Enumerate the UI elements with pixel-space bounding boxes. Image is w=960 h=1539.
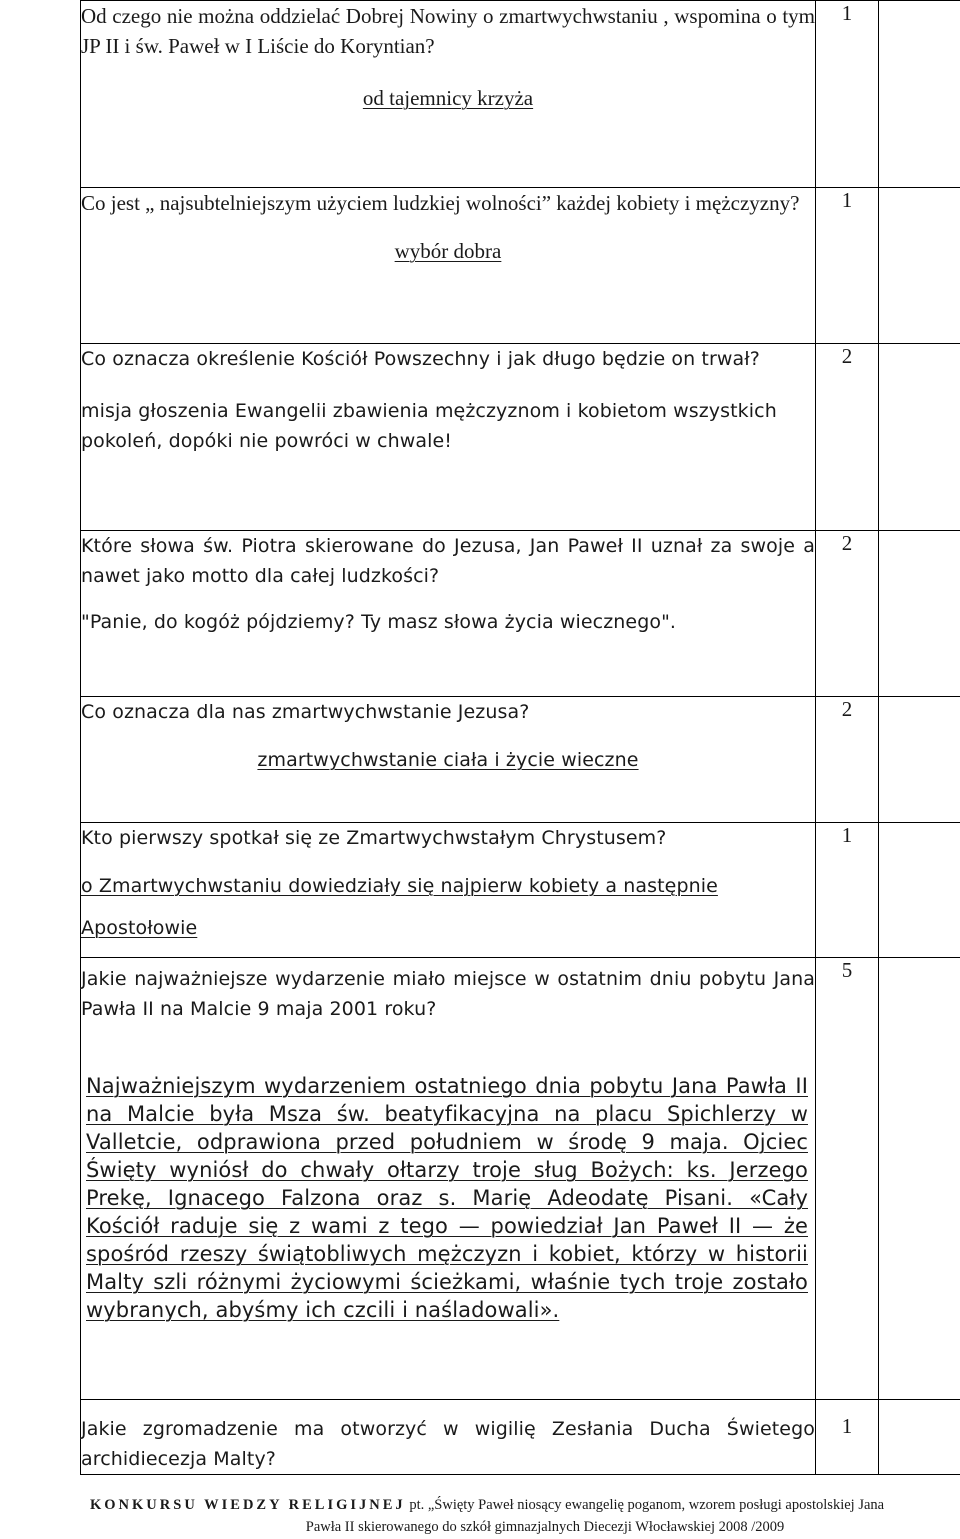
answer-text: Najważniejszym wydarzeniem ostatniego dnia pobytu Jana Pawła II na Malcie była Msza św. beatyfikacyjna na placu Spichlerzy w Valletcie, odprawiona przed południem w środę 9 maja. Ojciec Święty wyniósł do chwały ołtarzy troje sług Bożych: ks. Jerzego Prekę, Ignacego Falzona oraz s. Marię Adeodatę Pisani. «Cały Kościół raduje się z wami z tego — powiedział Jan Paweł II — że spośród rzeszy świątobliwych mężczyzn i kobiet, którzy w historii Malty szli różnymi życiowymi ścieżkami, właśnie tych troje zostało wybranych, abyśmy ich czcili i naśladowali». [86, 1074, 808, 1322]
contest-name: KONKURSU WIEDZY RELIGIJNEJ [90, 1497, 406, 1513]
question-text: Co oznacza określenie Kościół Powszechny i jak długo będzie on trwał? [81, 348, 760, 370]
question-cell [81, 1, 816, 188]
empty-cell [879, 697, 960, 823]
empty-cell [879, 188, 960, 344]
contest-subtitle: pt. „Święty Paweł niosący ewangelię poganom, wzorem posługi apostolskiej Jana [409, 1497, 885, 1513]
question-text: Jakie najważniejsze wydarzenie miało miejsce w ostatnim dniu pobytu Jana Pawła II na Malcie 9 maja 2001 roku? [81, 968, 815, 1020]
question-text: Kto pierwszy spotkał się ze Zmartwychwstałym Chrystusem? [81, 827, 667, 849]
empty-cell [879, 1, 960, 188]
question-cell [81, 958, 816, 1400]
footer-line-2: Pawła II skierowanego do szkół gimnazjalnych Diecezji Włocławskiej 2008 /2009 [305, 1519, 785, 1535]
empty-cell [879, 344, 960, 531]
quiz-table [80, 0, 960, 1475]
question-cell [81, 344, 816, 531]
question-text: Co jest „ najsubtelniejszym użyciem ludzkiej wolności” każdej kobiety i mężczyzny? [81, 191, 800, 215]
answer-text: wybór dobra [394, 239, 502, 263]
footer-line-1 [90, 1494, 960, 1516]
answer-text: "Panie, do kogóż pójdziemy? Ty masz słowa życia wiecznego". [81, 611, 677, 633]
points-cell: 1 [816, 188, 879, 344]
points-cell: 1 [816, 1400, 879, 1475]
table-row [81, 958, 960, 1400]
table-row [81, 531, 960, 697]
points-cell: 2 [816, 697, 879, 823]
empty-cell [879, 823, 960, 958]
answer-text: od tajemnicy krzyża [362, 86, 534, 110]
answer-text: zmartwychwstanie ciała i życie wieczne [257, 749, 639, 771]
points-cell: 2 [816, 531, 879, 697]
table-row [81, 344, 960, 531]
points-cell: 1 [816, 823, 879, 958]
question-text: Od czego nie można oddzielać Dobrej Nowiny o zmartwychwstaniu , wspomina o tym JP II i św. Paweł w I Liście do Koryntian? [81, 4, 815, 58]
question-text: Które słowa św. Piotra skierowane do Jezusa, Jan Paweł II uznał za swoje a nawet jako motto dla całej ludzkości? [81, 535, 815, 587]
answer-text: o Zmartwychwstaniu dowiedziały się najpierw kobiety a następnie Apostołowie [81, 875, 718, 939]
question-cell [81, 823, 816, 958]
empty-cell [879, 531, 960, 697]
table-row [81, 1400, 960, 1475]
table-row [81, 697, 960, 823]
question-cell [81, 531, 816, 697]
empty-cell [879, 958, 960, 1400]
table-row [81, 1, 960, 188]
points-cell: 2 [816, 344, 879, 531]
table-row [81, 823, 960, 958]
points-cell: 1 [816, 1, 879, 188]
page-footer [90, 1494, 960, 1538]
question-cell [81, 188, 816, 344]
table-row [81, 188, 960, 344]
question-cell [81, 1400, 816, 1475]
question-cell [81, 697, 816, 823]
empty-cell [879, 1400, 960, 1475]
question-text: Jakie zgromadzenie ma otworzyć w wigilię Zesłania Ducha Świetego archidiecezja Malty? [81, 1418, 815, 1470]
question-text: Co oznacza dla nas zmartwychwstanie Jezusa? [81, 701, 530, 723]
points-cell: 5 [816, 958, 879, 1400]
answer-text: misja głoszenia Ewangelii zbawienia mężczyznom i kobietom wszystkich pokoleń, dopóki nie powróci w chwale! [81, 400, 777, 452]
